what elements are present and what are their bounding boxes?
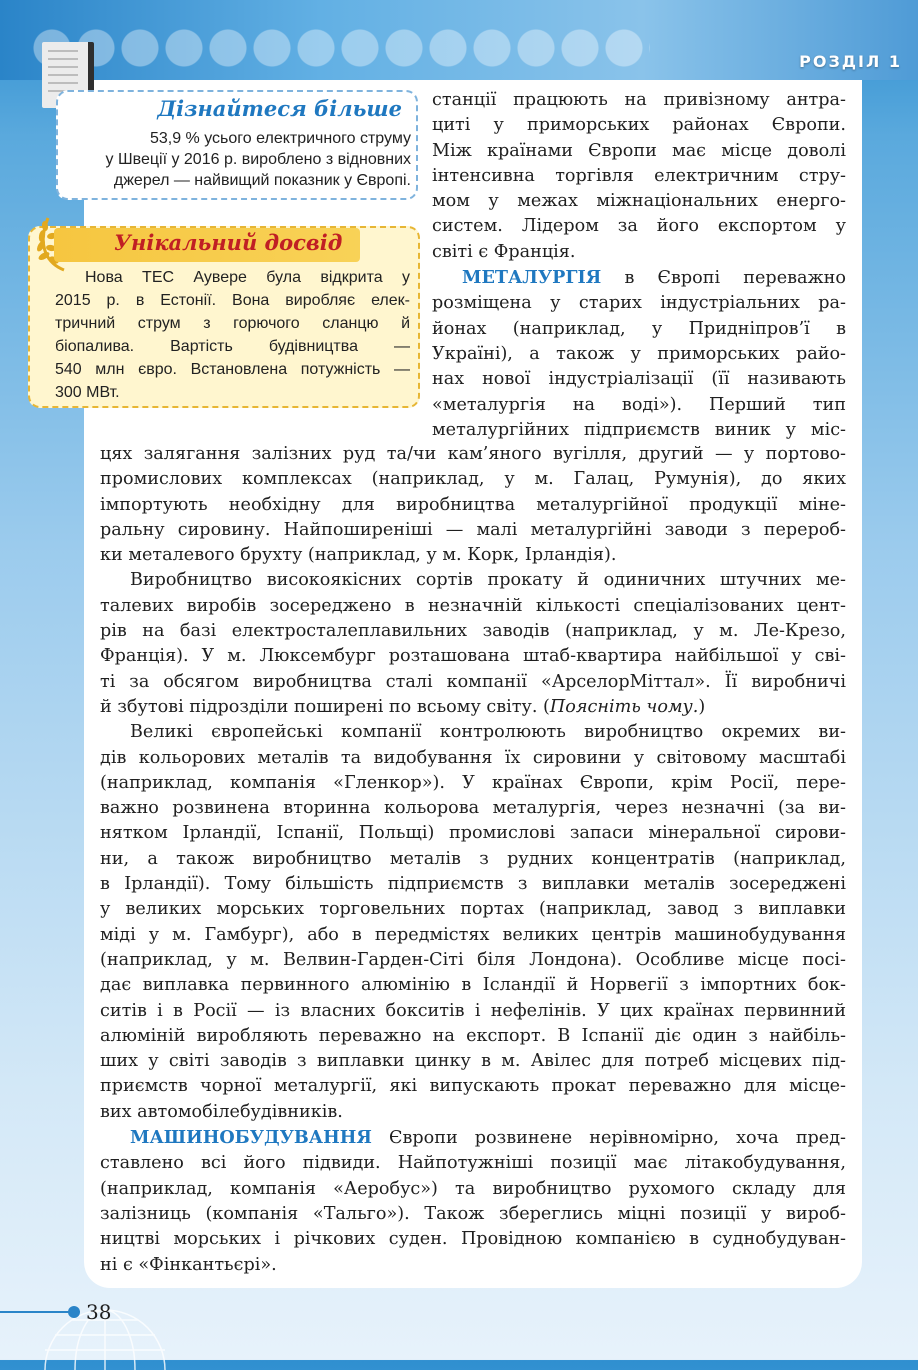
text-line: ті за обсягом виробництва сталі компанії «АрселорМіттал». Її виробничі bbox=[100, 671, 846, 692]
text-line: Україні), а також у приморських райо- bbox=[432, 343, 846, 364]
unique-line: Нова ТЕС Аувере була відкрита у bbox=[85, 269, 410, 286]
text-line: ших у світі заводів з виплавки цинку в м. Авілес для потреб місцевих під- bbox=[100, 1051, 846, 1072]
text-line: ні є «Фінкантьєрі». bbox=[100, 1254, 277, 1275]
text-fragment: в Європі переважно bbox=[601, 268, 846, 289]
text-line: станції працюють на привізному антра- bbox=[432, 90, 846, 110]
text-line: ставлено всі його підвиди. Найпотужніші позиції має літакобудування, bbox=[100, 1153, 846, 1174]
right-column bbox=[432, 88, 846, 443]
main-body bbox=[100, 442, 846, 1278]
text-line: ки металевого брухту (наприклад, у м. Корк, Ірландія). bbox=[100, 545, 617, 566]
text-fragment: й збутові підрозділи поширені по всьому світу. ( bbox=[100, 696, 550, 717]
learn-more-title: Дізнайтеся більше bbox=[157, 96, 402, 121]
text-line: залізниць (компанія «Тальго»). Також збереглись міцні позиції у вироб- bbox=[100, 1203, 846, 1224]
text-line: Між країнами Європи має місце доволі bbox=[432, 140, 846, 161]
text-line: циті у приморських районах Європи. bbox=[432, 115, 846, 136]
unique-experience-title: Унікальний досвід bbox=[114, 230, 343, 255]
text-line: в Ірландії). Тому більшість підприємств з виплавки металів зосереджені bbox=[100, 874, 846, 895]
text-line: дів кольорових металів та видобування їх сировини у світовому масштабі bbox=[100, 747, 846, 768]
text-line: талевих виробів зосереджено в незначній кількості спеціалізованих цент- bbox=[100, 595, 846, 616]
text-line: у великих морських торговельних портах (наприклад, завод з виплавки bbox=[100, 899, 846, 920]
learn-more-box bbox=[56, 90, 418, 200]
text-line: (наприклад, компанія «Гленкор»). У країнах Європи, крім Росії, пере- bbox=[100, 772, 846, 793]
text-line: Франція). У м. Люксембург розташована штаб-квартира найбільшої у сві- bbox=[100, 646, 846, 667]
text-line: металургійних підприємств виник у міс- bbox=[432, 419, 846, 440]
text-line: мом у межах міжнаціональних енерго- bbox=[432, 191, 846, 212]
unique-experience-text bbox=[55, 266, 410, 404]
text-line: приємств чорної металургії, які випускають прокат переважно для місце- bbox=[100, 1076, 846, 1097]
unique-line: 540 млн євро. Встановлена потужність — bbox=[55, 361, 410, 378]
page-number: 38 bbox=[86, 1300, 112, 1324]
sidebar bbox=[0, 0, 430, 420]
text-line: нятком Ірландії, Іспанії, Польщі) промислові запаси мінеральної сирови- bbox=[100, 823, 846, 844]
text-line: «металургія на воді»). Перший тип bbox=[432, 394, 846, 415]
text-line: ництві морських і річкових суден. Провідною компанією в суднобудуван- bbox=[100, 1229, 846, 1250]
text-line bbox=[100, 1125, 846, 1151]
text-line: інтенсивна торгівля електричним стру- bbox=[432, 165, 846, 186]
text-line: вих автомобілебудівників. bbox=[100, 1101, 343, 1122]
text-line bbox=[100, 695, 846, 720]
text-line: (наприклад, у м. Велвин-Гарден-Сіті біля Лондона). Особливе місце посі- bbox=[100, 949, 846, 970]
text-line: нах нової індустріалізації (її називають bbox=[432, 369, 846, 390]
text-line: систем. Лідером за його експортом у bbox=[432, 216, 846, 237]
unique-line: тричний струм з горючого сланцю й bbox=[55, 315, 410, 332]
text-line bbox=[432, 265, 846, 291]
learn-more-line: 53,9 % усього електричного струму bbox=[149, 130, 411, 147]
text-line: Великі європейські компанії контролюють виробництво окремих ви- bbox=[130, 722, 846, 743]
unique-line: 300 МВт. bbox=[55, 384, 120, 401]
unique-line: біопалива. Вартість будівництва — bbox=[55, 338, 410, 355]
learn-more-text bbox=[58, 128, 411, 191]
text-line: йонах (наприклад, у Придніпров’ї в bbox=[432, 318, 846, 339]
machine-building-keyword: МАШИНОБУДУВАННЯ bbox=[130, 1127, 372, 1149]
learn-more-line: джерел — найвищий показник у Європі. bbox=[113, 172, 411, 189]
text-line: промислових комплексах (наприклад, у м. Галац, Румунія), до яких bbox=[100, 469, 846, 490]
section-label: РОЗДІЛ 1 bbox=[799, 52, 902, 71]
unique-experience-banner bbox=[54, 228, 360, 262]
text-fragment: ) bbox=[698, 696, 706, 717]
text-line: ральну сировину. Найпоширеніші — малі металургійні заводи з перероб- bbox=[100, 519, 846, 540]
text-line: розміщена у старих індустріальних ра- bbox=[432, 293, 846, 314]
text-line: імпортують необхідну для виробництва металургійної продукції міне- bbox=[100, 494, 846, 515]
text-line: важно розвинена вторинна кольорова металургія, через незначні (за ви- bbox=[100, 798, 846, 819]
text-line: міді у м. Гамбург), або в передмістях великих центрів машинобудування bbox=[100, 924, 846, 945]
text-line: ситів і в Росії — із власних бокситів і нефелінів. У цих країнах первинний bbox=[100, 1000, 846, 1021]
unique-line: 2015 р. в Естонії. Вона виробляє елек- bbox=[55, 292, 410, 309]
text-line: дає виплавка первинного алюмінію в Ісландії й Норвегії з імпортних бок- bbox=[100, 975, 846, 996]
metallurgy-keyword: МЕТАЛУРГІЯ bbox=[462, 267, 602, 289]
page-line bbox=[0, 1311, 70, 1313]
text-line: світі є Франція. bbox=[432, 241, 576, 262]
learn-more-line: у Швеції у 2016 р. вироблено з відновних bbox=[105, 151, 411, 168]
explain-why-prompt: Поясніть чому. bbox=[549, 696, 699, 717]
text-line: алюміній виробляють переважно на експорт. В Іспанії діє один з найбіль- bbox=[100, 1025, 846, 1046]
text-line: рів на базі електросталеплавильних заводів (наприклад, у м. Ле-Крезо, bbox=[100, 621, 846, 642]
text-line: ни, а також виробництво металів з рудних концентратів (наприклад, bbox=[100, 848, 846, 869]
text-line: Виробництво високоякісних сортів прокату й одиничних штучних ме- bbox=[130, 570, 846, 591]
text-line: (наприклад, компанія «Аеробус») та виробництво рухомого складу для bbox=[100, 1178, 846, 1199]
page-dot bbox=[68, 1306, 80, 1318]
text-fragment: Європи розвинене нерівномірно, хоча пред- bbox=[371, 1128, 846, 1149]
text-line: цях залягання залізних руд та/чи кам’яного вугілля, другий — у портово- bbox=[100, 444, 846, 464]
